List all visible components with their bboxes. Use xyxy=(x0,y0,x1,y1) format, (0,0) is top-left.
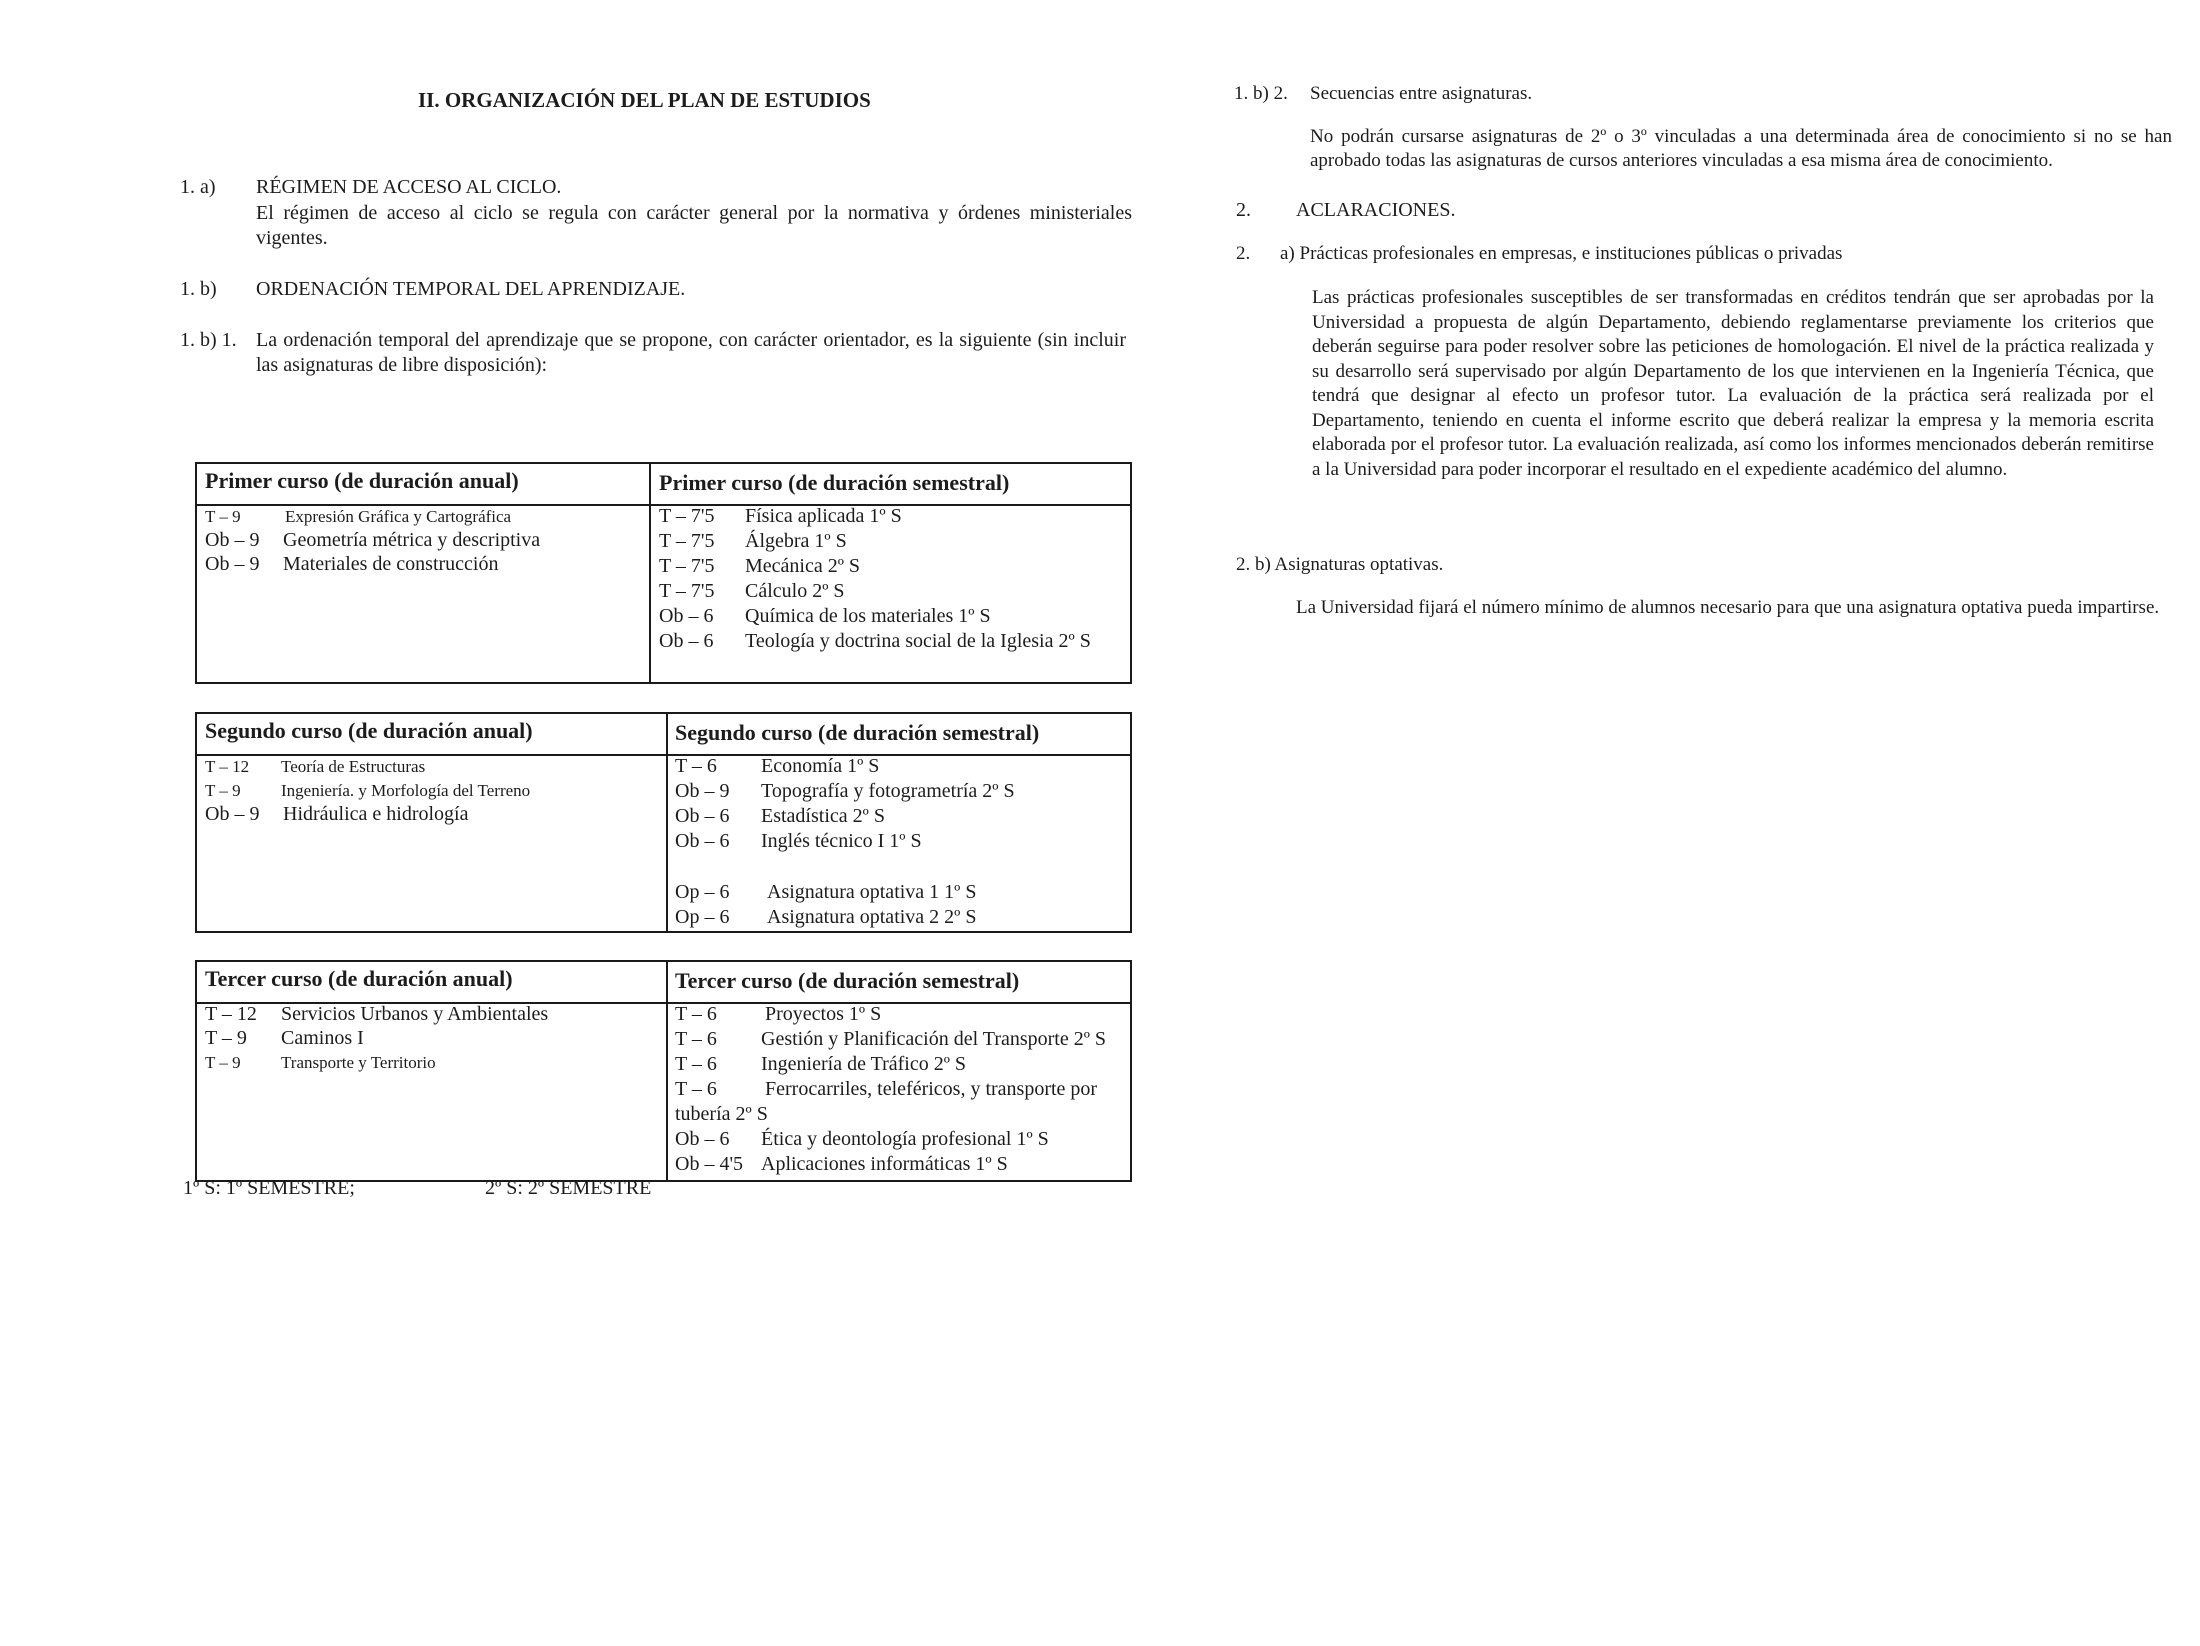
table-row xyxy=(205,778,531,803)
course-code: T – 12 xyxy=(205,1003,257,1025)
section-1b2-heading: Secuencias entre asignaturas. xyxy=(1310,83,1533,104)
table-row xyxy=(675,1102,768,1127)
course-name: Inglés técnico I 1º S xyxy=(761,830,922,852)
annual-header: Segundo curso (de duración anual) xyxy=(205,718,533,743)
course-name: Gestión y Planificación del Transporte 2º S xyxy=(761,1028,1107,1050)
section-1a-number: 1. a) xyxy=(180,176,216,198)
course-name: Álgebra 1º S xyxy=(745,530,847,552)
table-row xyxy=(205,802,469,827)
table-row xyxy=(675,880,977,905)
table-row xyxy=(205,1002,549,1027)
first-year-table xyxy=(195,462,1132,684)
course-name: Química de los materiales 1º S xyxy=(745,605,991,627)
course-code: Ob – 9 xyxy=(205,553,260,575)
table-row xyxy=(675,1002,882,1027)
table-row xyxy=(659,529,847,554)
section-1b2-number: 1. b) 2. xyxy=(1234,83,1288,104)
course-name: Expresión Gráfica y Cartográfica xyxy=(285,507,512,526)
table-row xyxy=(205,504,512,529)
course-code: T – 6 xyxy=(675,1078,717,1100)
course-name: Economía 1º S xyxy=(761,755,880,777)
column-divider xyxy=(666,714,668,931)
course-name: Transporte y Territorio xyxy=(281,1053,436,1072)
course-name: tubería 2º S xyxy=(675,1103,768,1125)
section-1a-text: El régimen de acceso al ciclo se regula con carácter general por la normativa y órdenes ministeriales vigentes. xyxy=(256,202,1132,249)
course-name: Asignatura optativa 2 2º S xyxy=(767,906,977,928)
course-name: Materiales de construcción xyxy=(283,553,499,575)
page-title: II. ORGANIZACIÓN DEL PLAN DE ESTUDIOS xyxy=(418,88,871,112)
table-row xyxy=(675,905,977,930)
course-code: Op – 6 xyxy=(675,906,730,928)
section-2-number: 2. xyxy=(1236,199,1251,221)
table-row xyxy=(659,579,845,604)
course-code: Ob – 9 xyxy=(675,780,730,802)
table-row xyxy=(675,1077,1098,1102)
section-2b-heading: 2. b) Asignaturas optativas. xyxy=(1236,554,1444,575)
section-2-heading: ACLARACIONES. xyxy=(1296,199,1456,221)
course-code: T – 7'5 xyxy=(659,505,715,527)
course-name: Cálculo 2º S xyxy=(745,580,845,602)
course-code: Ob – 6 xyxy=(675,1128,730,1150)
annual-header: Primer curso (de duración anual) xyxy=(205,468,519,493)
course-name: Topografía y fotogrametría 2º S xyxy=(761,780,1015,802)
table-row xyxy=(205,754,426,779)
table-row xyxy=(659,604,991,629)
table-row xyxy=(675,1127,1049,1152)
course-code: Ob – 9 xyxy=(205,803,260,825)
table-row xyxy=(675,1027,1107,1052)
table-row xyxy=(675,804,885,829)
course-name: Ferrocarriles, teleféricos, y transporte por xyxy=(765,1078,1098,1100)
section-2a-number: 2. xyxy=(1236,243,1251,264)
column-divider xyxy=(649,464,651,682)
course-code: T – 12 xyxy=(205,757,250,776)
course-name: Asignatura optativa 1 1º S xyxy=(767,881,977,903)
footnote-second-semester: 2º S: 2º SEMESTRE xyxy=(485,1177,652,1199)
section-2a-heading: a) Prácticas profesionales en empresas, e instituciones públicas o privadas xyxy=(1280,243,1843,264)
table-row xyxy=(205,552,499,577)
course-code: Ob – 6 xyxy=(675,805,730,827)
section-1b1-number: 1. b) 1. xyxy=(180,329,237,351)
course-name: Física aplicada 1º S xyxy=(745,505,902,527)
semester-header: Segundo curso (de duración semestral) xyxy=(675,720,1040,745)
semester-header: Primer curso (de duración semestral) xyxy=(659,470,1010,495)
semester-header: Tercer curso (de duración semestral) xyxy=(675,968,1020,993)
course-name: Servicios Urbanos y Ambientales xyxy=(281,1003,549,1025)
course-name: Ingeniería de Tráfico 2º S xyxy=(761,1053,967,1075)
section-1a-heading: RÉGIMEN DE ACCESO AL CICLO. xyxy=(256,176,562,198)
table-row xyxy=(675,754,880,779)
table-row xyxy=(675,779,1015,804)
course-code: Op – 6 xyxy=(675,881,730,903)
course-code: T – 9 xyxy=(205,1053,241,1072)
course-name: Estadística 2º S xyxy=(761,805,885,827)
course-code: T – 6 xyxy=(675,755,717,777)
course-name: Geometría métrica y descriptiva xyxy=(283,529,541,551)
course-code: Ob – 6 xyxy=(659,605,714,627)
table-row xyxy=(659,629,1091,654)
course-code: Ob – 6 xyxy=(675,830,730,852)
course-code: Ob – 4'5 xyxy=(675,1153,744,1175)
course-name: Ética y deontología profesional 1º S xyxy=(761,1128,1049,1150)
table-row xyxy=(205,528,541,553)
course-code: T – 9 xyxy=(205,781,241,800)
course-name: Proyectos 1º S xyxy=(765,1003,882,1025)
annual-header: Tercer curso (de duración anual) xyxy=(205,966,513,991)
table-row xyxy=(205,1026,364,1051)
course-code: T – 6 xyxy=(675,1003,717,1025)
course-code: T – 9 xyxy=(205,507,241,526)
course-name: Ingeniería. y Morfología del Terreno xyxy=(281,781,531,800)
course-code: Ob – 6 xyxy=(659,630,714,652)
course-code: T – 6 xyxy=(675,1028,717,1050)
course-code: T – 7'5 xyxy=(659,580,715,602)
course-code: T – 9 xyxy=(205,1027,247,1049)
third-year-table xyxy=(195,960,1132,1182)
section-1b-heading: ORDENACIÓN TEMPORAL DEL APRENDIZAJE. xyxy=(256,278,686,300)
footnote-first-semester: 1º S: 1º SEMESTRE; xyxy=(183,1177,355,1199)
table-row xyxy=(659,504,902,529)
course-code: T – 7'5 xyxy=(659,555,715,577)
second-year-table xyxy=(195,712,1132,933)
table-row xyxy=(205,1050,436,1075)
course-code: T – 6 xyxy=(675,1053,717,1075)
section-1b2-text: No podrán cursarse asignaturas de 2º o 3º vinculadas a una determinada área de conocimiento si no se han aprobado todas las asignaturas de cursos anteriores vinculadas a esa misma área de conocimiento. xyxy=(1310,126,2172,171)
course-code: Ob – 9 xyxy=(205,529,260,551)
section-2a-text: Las prácticas profesionales susceptibles de ser transformadas en créditos tendrán que ser aprobadas por la Universidad a propuesta de algún Departamento, debiendo reglamentarse previamente los criterios que deberán seguirse para poder resolver sobre las peticiones de homologación. El nivel de la práctica realizada y su desarrollo será supervisado por algún Departamento de los que intervienen en la Ingeniería Técnica, que tendrá que designar al efecto un profesor tutor. La evaluación de la práctica será realizada por el Departamento, teniendo en cuenta el informe escrito que deberá realizar la empresa y la memoria escrita elaborada por el profesor tutor. La evaluación realizada, así como los informes mencionados deberán remitirse a la Universidad para poder incorporar el resultado en el expediente académico del alumno. xyxy=(1312,287,2154,480)
section-1b1-text: La ordenación temporal del aprendizaje que se propone, con carácter orientador, es la siguiente (sin incluir las asignaturas de libre disposición): xyxy=(256,329,1126,376)
course-name: Aplicaciones informáticas 1º S xyxy=(761,1153,1008,1175)
table-row xyxy=(659,554,861,579)
course-code: T – 7'5 xyxy=(659,530,715,552)
table-row xyxy=(675,1152,1008,1177)
course-name: Teoría de Estructuras xyxy=(281,757,426,776)
course-name: Hidráulica e hidrología xyxy=(283,803,469,825)
section-1b-number: 1. b) xyxy=(180,278,217,300)
course-name: Caminos I xyxy=(281,1027,364,1049)
section-2b-text: La Universidad fijará el número mínimo de alumnos necesario para que una asignatura optativa pueda impartirse. xyxy=(1296,597,2160,618)
table-row xyxy=(675,1052,967,1077)
course-name: Mecánica 2º S xyxy=(745,555,861,577)
column-divider xyxy=(666,962,668,1180)
table-row xyxy=(675,829,922,854)
course-name: Teología y doctrina social de la Iglesia 2º S xyxy=(745,630,1091,652)
